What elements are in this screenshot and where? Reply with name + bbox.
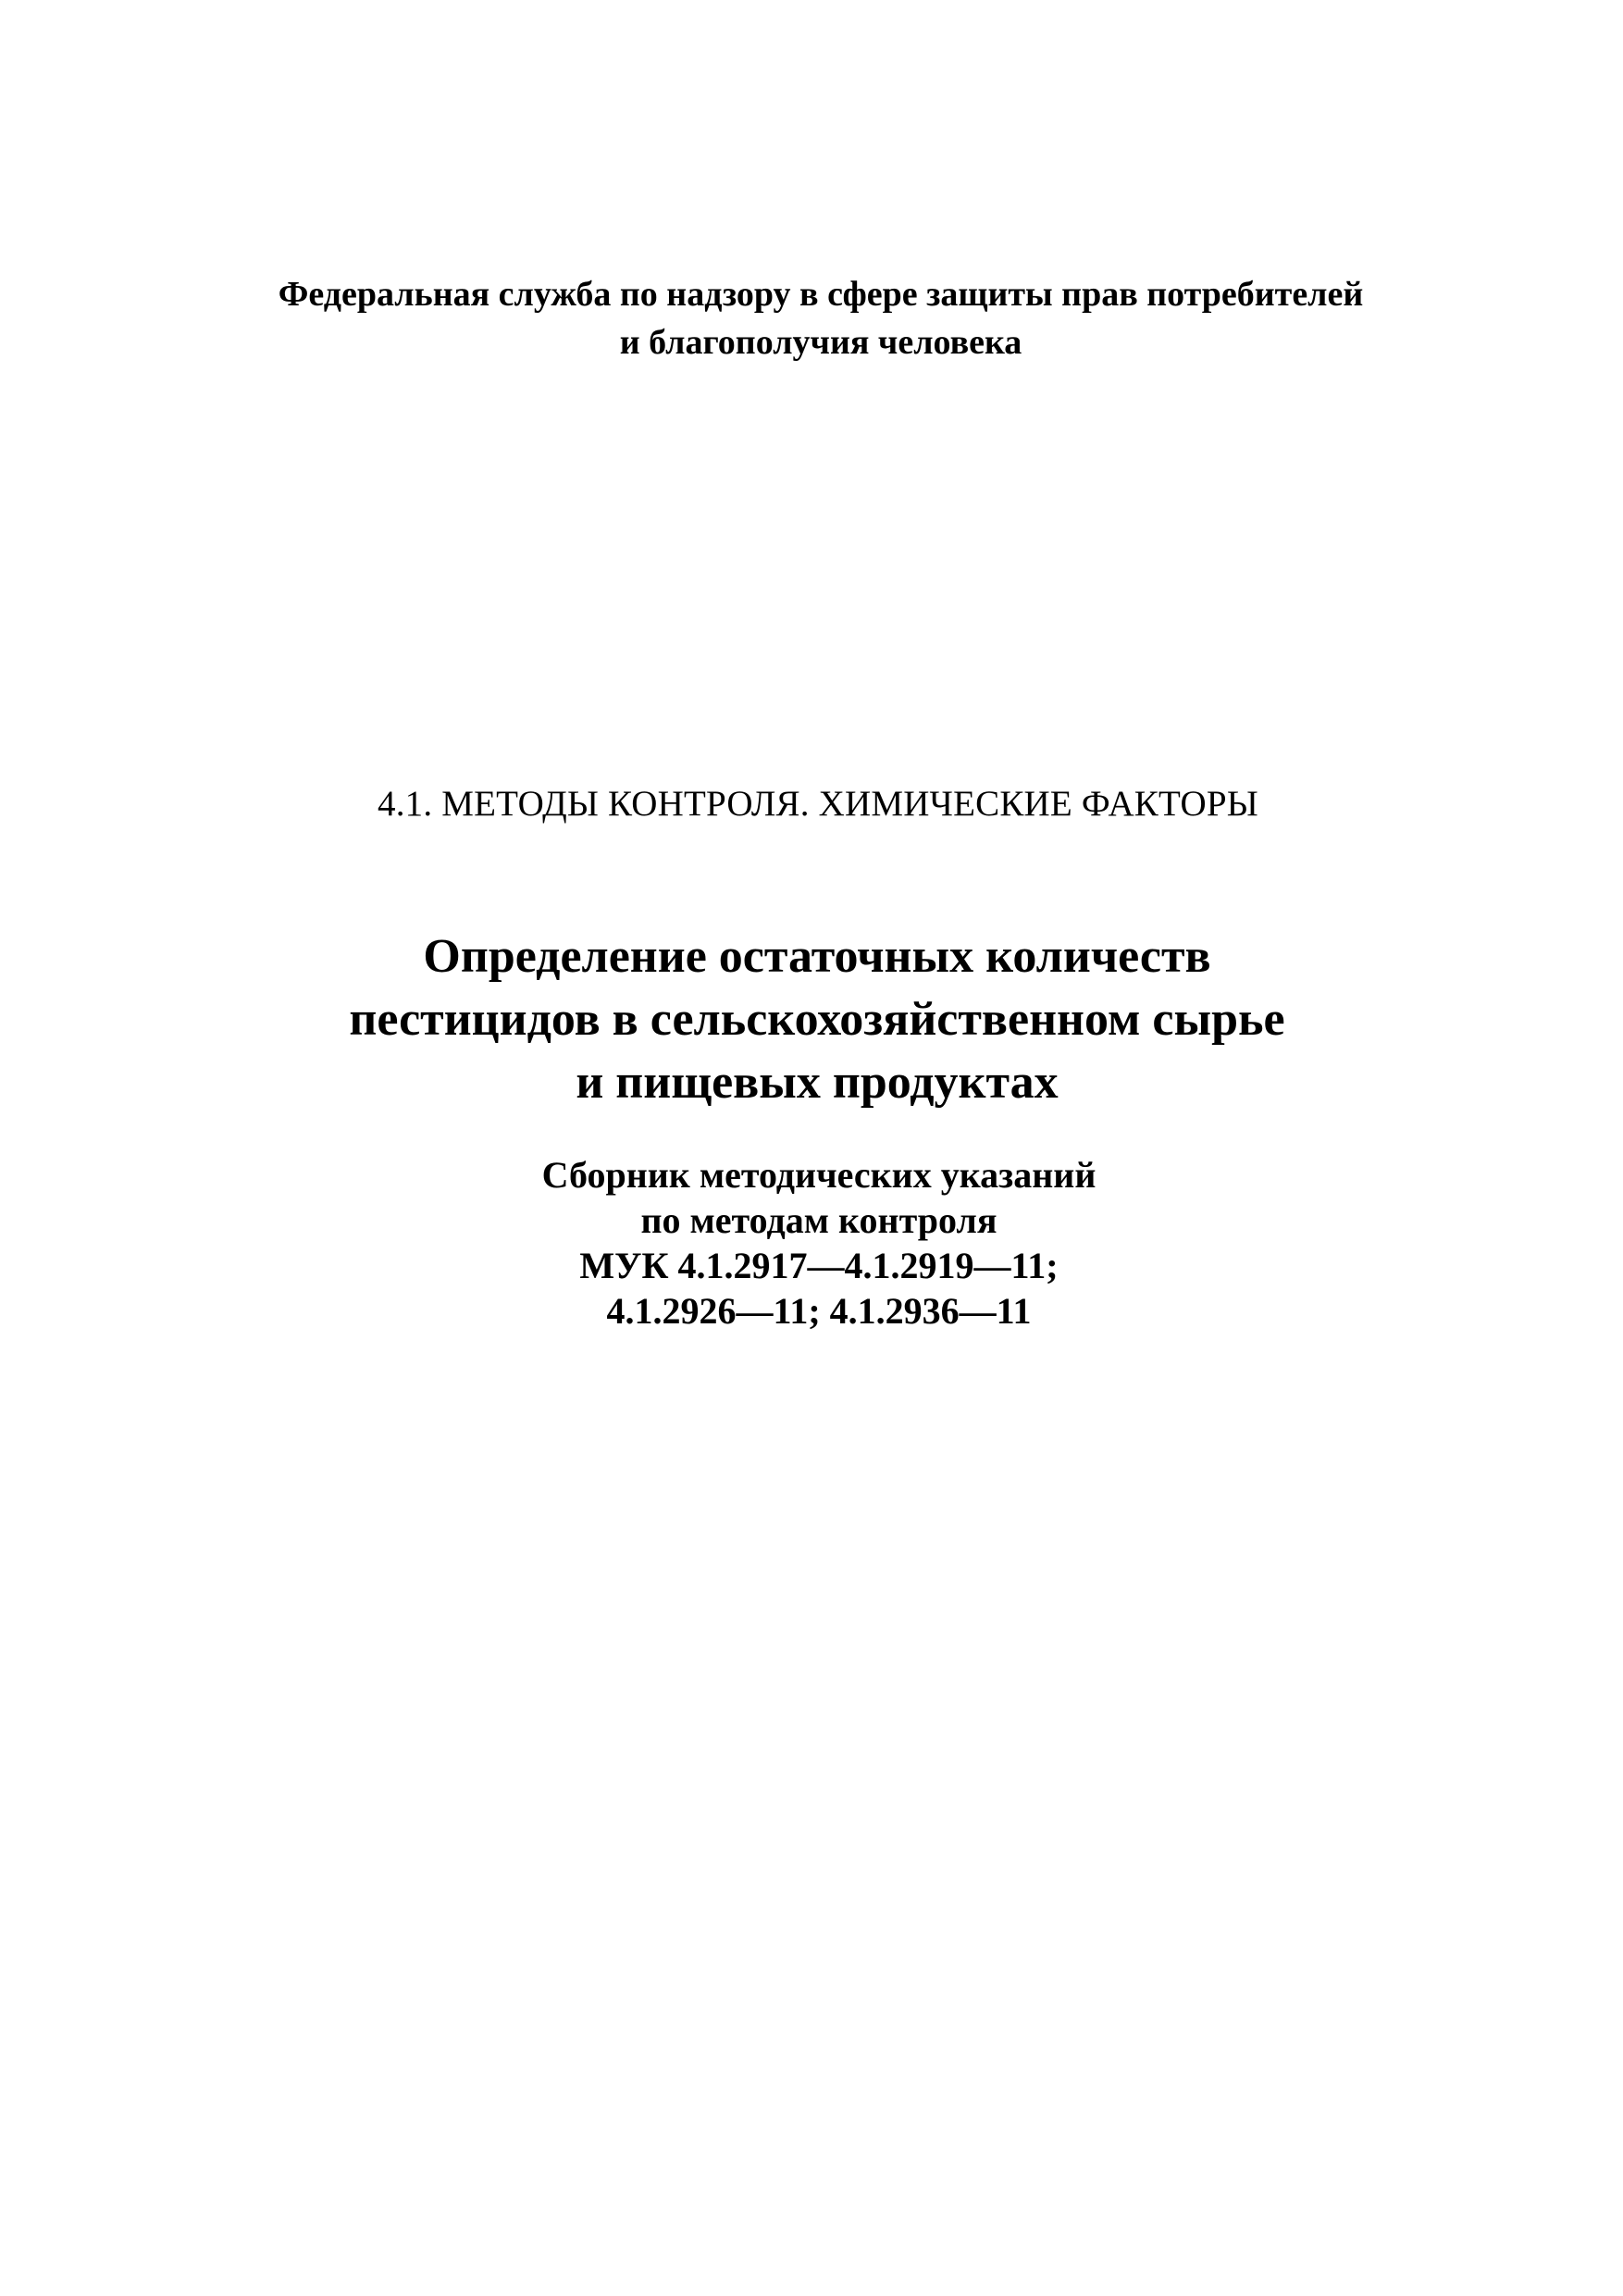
section-heading-text: 4.1. МЕТОДЫ КОНТРОЛЯ. ХИМИЧЕСКИЕ ФАКТОРЫ — [378, 784, 1258, 824]
agency-name-line-1: Федеральная служба по надзору в сфере защиты прав потребителей — [278, 275, 1364, 314]
document-subtitle-line-1: Сборник методических указаний — [541, 1154, 1096, 1196]
document-code-line-1: МУК 4.1.2917—4.1.2919—11; — [579, 1245, 1059, 1286]
document-title-line-3: и пищевых продуктах — [576, 1056, 1059, 1109]
document-title — [0, 925, 1623, 1114]
agency-name — [0, 270, 1623, 366]
document-subtitle-line-2: по методам контроля — [640, 1199, 997, 1241]
agency-name-line-2: и благополучия человека — [619, 323, 1022, 362]
section-heading — [0, 780, 1623, 828]
document-code-line-2: 4.1.2926—11; 4.1.2936—11 — [606, 1290, 1032, 1332]
document-title-line-1: Определение остаточных количеств — [423, 930, 1211, 983]
document-subtitle — [0, 1152, 1623, 1334]
document-title-line-2: пестицидов в сельскохозяйственном сырье — [349, 993, 1285, 1046]
